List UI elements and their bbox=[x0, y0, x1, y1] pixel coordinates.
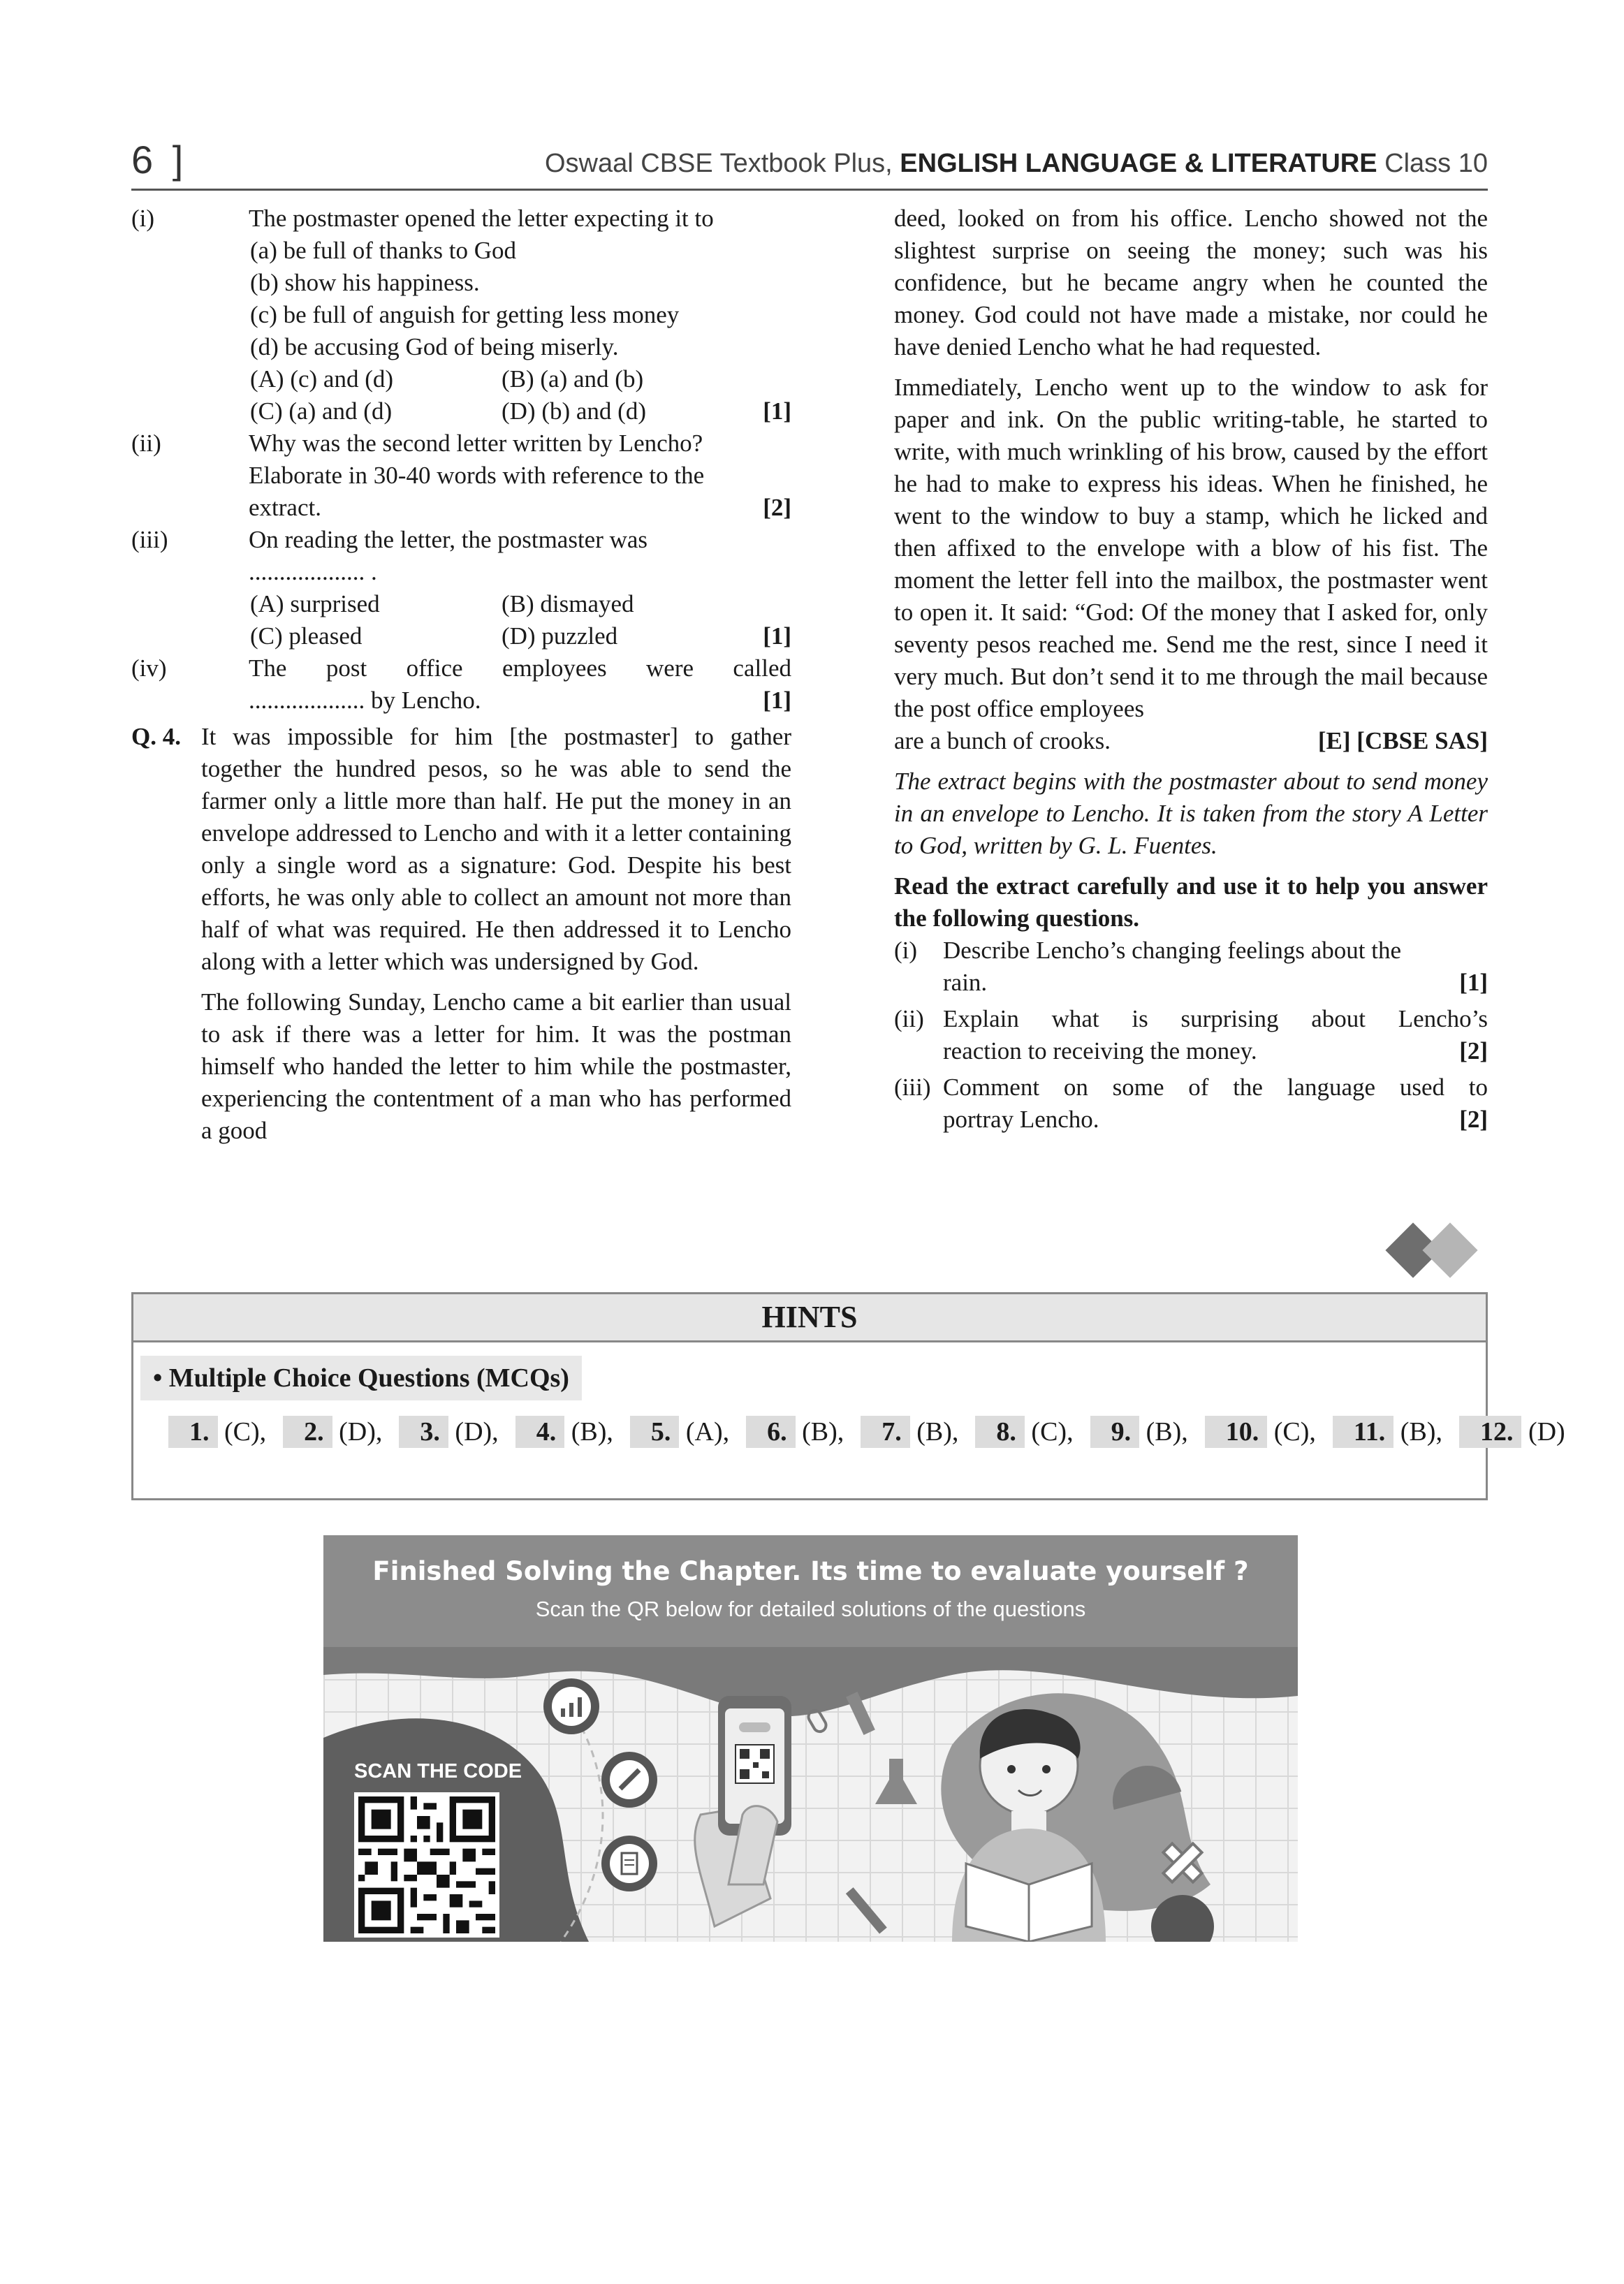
extract-end-line bbox=[894, 725, 1488, 757]
question-text: ................... . bbox=[249, 558, 377, 585]
answer-item bbox=[630, 1416, 729, 1447]
paperclip-icon bbox=[806, 1708, 828, 1734]
question-iii bbox=[131, 524, 791, 588]
question-ii bbox=[131, 427, 791, 524]
answer-number: 5. bbox=[630, 1416, 680, 1448]
answer-value: (C), bbox=[1031, 1417, 1074, 1447]
left-column bbox=[131, 203, 791, 1147]
hints-box bbox=[131, 1292, 1565, 1500]
flask-icon bbox=[875, 1759, 917, 1804]
extract-paragraph: The following Sunday, Lencho came a bit earlier than usual to ask if there was a letter for him. It was the postman himself who handed the letter to him while the postmaster, experiencing the contentment of a man who has performed a good bbox=[201, 988, 791, 1144]
diamond-ornament bbox=[1422, 1222, 1477, 1278]
choice-C: (C) pleased bbox=[250, 622, 363, 650]
header-rule bbox=[131, 189, 1488, 191]
answer-item bbox=[515, 1416, 613, 1447]
pencil-icon bbox=[601, 1752, 657, 1808]
scan-the-code-label: SCAN THE CODE bbox=[354, 1760, 522, 1782]
choice-D: (D) (b) and (d) bbox=[502, 397, 646, 425]
answer-item bbox=[975, 1416, 1073, 1447]
answer-number: 8. bbox=[975, 1416, 1025, 1448]
answer-item bbox=[861, 1416, 958, 1447]
question-text: Elaborate in 30-40 words with reference to the bbox=[249, 462, 705, 489]
question-number: (i) bbox=[894, 937, 918, 964]
choice-D: (D) puzzled bbox=[502, 622, 618, 650]
answer-item bbox=[168, 1416, 266, 1447]
book-title bbox=[545, 149, 1488, 179]
phone-icon bbox=[695, 1696, 791, 1926]
answer-item bbox=[1459, 1416, 1565, 1447]
question-number: (iii) bbox=[131, 526, 168, 553]
chart-icon bbox=[543, 1678, 599, 1734]
answer-value: (C), bbox=[224, 1417, 267, 1447]
page-number: 6 ] bbox=[131, 138, 188, 182]
choices-row-1 bbox=[131, 363, 791, 395]
top-wave-shape bbox=[323, 1647, 1298, 1716]
answer-value: (D), bbox=[339, 1417, 383, 1447]
question-text: Comment on some of the language used to bbox=[943, 1074, 1488, 1101]
book-class: Class 10 bbox=[1384, 149, 1488, 178]
answer-number: 12. bbox=[1459, 1416, 1522, 1448]
answer-value: (B), bbox=[802, 1417, 844, 1447]
pencil-icon bbox=[846, 1887, 887, 1933]
qr-banner bbox=[323, 1535, 1298, 1942]
book-subject: ENGLISH LANGUAGE & LITERATURE bbox=[900, 149, 1377, 178]
answer-value: (B), bbox=[1400, 1417, 1442, 1447]
extract-text: are a bunch of crooks. bbox=[894, 727, 1111, 754]
banner-title: Finished Solving the Chapter. Its time to evaluate yourself ? bbox=[372, 1556, 1249, 1586]
hints-title: HINTS bbox=[133, 1294, 1486, 1342]
right-column bbox=[894, 203, 1488, 1136]
answer-value: (B), bbox=[571, 1417, 613, 1447]
question-text: The postmaster opened the letter expecting it to bbox=[249, 205, 714, 232]
choice-A: (A) surprised bbox=[250, 590, 380, 617]
extract-paragraph: It was impossible for him [the postmaster] to gather together the hundred pesos, so he was able to send the farmer only a little more than half. He put the money in an envelope addressed to Lencho and with it a letter containing only a single word as a signature: God. Despite his best efforts, he was only able to collect an amount not more than half of what was required. He then addressed it to Lencho along with a letter which was undersigned by God. bbox=[201, 723, 791, 975]
answer-number: 9. bbox=[1090, 1416, 1140, 1448]
question-text: ................... by Lencho. bbox=[249, 687, 481, 714]
choice-B: (B) dismayed bbox=[502, 590, 634, 617]
question-number: (i) bbox=[131, 205, 155, 232]
question-i bbox=[894, 935, 1488, 999]
banner-subtitle: Scan the QR below for detailed solutions of the questions bbox=[535, 1597, 1086, 1621]
answer-item bbox=[1333, 1416, 1442, 1447]
answer-number: 6. bbox=[746, 1416, 796, 1448]
qr-code[interactable] bbox=[354, 1792, 499, 1938]
marks: [1] bbox=[763, 622, 791, 650]
question-text: The post office employees were called bbox=[249, 654, 791, 682]
option-a: (a) be full of thanks to God bbox=[250, 237, 517, 264]
answer-item bbox=[1090, 1416, 1188, 1447]
question-iv bbox=[131, 652, 791, 717]
option-c: (c) be full of anguish for getting less money bbox=[250, 301, 680, 328]
question-4 bbox=[131, 721, 791, 1147]
marks: [2] bbox=[1459, 1106, 1488, 1133]
choices-row-2 bbox=[131, 395, 791, 427]
document-icon bbox=[601, 1836, 657, 1891]
answer-value: (B), bbox=[1146, 1417, 1188, 1447]
marks: [2] bbox=[1459, 1037, 1488, 1064]
question-text: reaction to receiving the money. bbox=[943, 1037, 1257, 1064]
question-number: (iv) bbox=[131, 654, 167, 682]
answer-value: (D) bbox=[1528, 1417, 1565, 1447]
answer-number: 11. bbox=[1333, 1416, 1393, 1448]
question-text: On reading the letter, the postmaster was bbox=[249, 526, 648, 553]
marks: [1] bbox=[1459, 969, 1488, 996]
question-text: Explain what is surprising about Lencho’s bbox=[943, 1005, 1488, 1032]
answer-item bbox=[399, 1416, 498, 1447]
answer-number: 10. bbox=[1205, 1416, 1268, 1448]
marks: [2] bbox=[763, 494, 791, 521]
answer-key bbox=[168, 1416, 1582, 1447]
marks: [1] bbox=[763, 687, 791, 714]
answer-number: 2. bbox=[283, 1416, 332, 1448]
answer-value: (B), bbox=[916, 1417, 959, 1447]
extract-paragraph: deed, looked on from his office. Lencho showed not the slightest surprise on seeing the money; such was his confidence, but he became angry when he counted the money. God could not have made a mistake, nor could he have denied Lencho what he had requested. bbox=[894, 205, 1488, 360]
choice-A: (A) (c) and (d) bbox=[250, 365, 394, 393]
answer-value: (A), bbox=[685, 1417, 730, 1447]
choices-row-1 bbox=[131, 588, 791, 620]
extract-paragraph: Immediately, Lencho went up to the window to ask for paper and ink. On the public writing-table, he started to write, with much wrinkling of his brow, caused by the effort he had to make to express his ideas. When he finished, he went to the window to buy a stamp, which he licked and then affixed to the envelope with a blow of his fist. The moment the letter fell into the mailbox, the postmaster went to open it. It said: “God: Of the money that I asked for, only seventy pesos reached me. Send me the rest, since I need it very much. But don’t send it to me through the mail because the post office employees bbox=[894, 374, 1488, 722]
answer-number: 1. bbox=[168, 1416, 218, 1448]
marks: [1] bbox=[763, 397, 791, 425]
question-label: Q. 4. bbox=[131, 723, 181, 750]
question-i bbox=[131, 203, 791, 235]
option-b: (b) show his happiness. bbox=[250, 269, 480, 296]
choice-B: (B) (a) and (b) bbox=[502, 365, 644, 393]
answer-number: 7. bbox=[861, 1416, 910, 1448]
extract-note: The extract begins with the postmaster about to send money in an envelope to Lencho. It is taken from the story A Letter to God, written by G. L. Fuentes. bbox=[894, 768, 1488, 859]
qr-code-graphic bbox=[358, 1796, 495, 1933]
answer-item bbox=[1205, 1416, 1316, 1447]
question-text: Why was the second letter written by Lencho? bbox=[249, 430, 703, 457]
answer-item bbox=[746, 1416, 844, 1447]
answer-item bbox=[283, 1416, 382, 1447]
choices-row-2 bbox=[131, 620, 791, 652]
question-text: Describe Lencho’s changing feelings about the bbox=[943, 937, 1402, 964]
question-iii bbox=[894, 1071, 1488, 1136]
question-ii bbox=[894, 1003, 1488, 1067]
question-number: (iii) bbox=[894, 1074, 931, 1101]
book-prefix: Oswaal CBSE Textbook Plus, bbox=[544, 149, 893, 178]
mcq-section-label: • Multiple Choice Questions (MCQs) bbox=[140, 1356, 582, 1400]
instruction: Read the extract carefully and use it to help you answer the following questions. bbox=[894, 872, 1488, 932]
question-number: (ii) bbox=[894, 1005, 924, 1032]
question-text: extract. bbox=[249, 494, 321, 521]
answer-value: (D), bbox=[455, 1417, 499, 1447]
option-d: (d) be accusing God of being miserly. bbox=[250, 333, 619, 360]
source-tag: [E] [CBSE SAS] bbox=[1317, 727, 1488, 754]
answer-number: 3. bbox=[399, 1416, 448, 1448]
question-number: (ii) bbox=[131, 430, 161, 457]
question-text: portray Lencho. bbox=[943, 1106, 1099, 1133]
answer-value: (C), bbox=[1273, 1417, 1316, 1447]
choice-C: (C) (a) and (d) bbox=[250, 397, 393, 425]
question-text: rain. bbox=[943, 969, 988, 996]
answer-number: 4. bbox=[515, 1416, 565, 1448]
